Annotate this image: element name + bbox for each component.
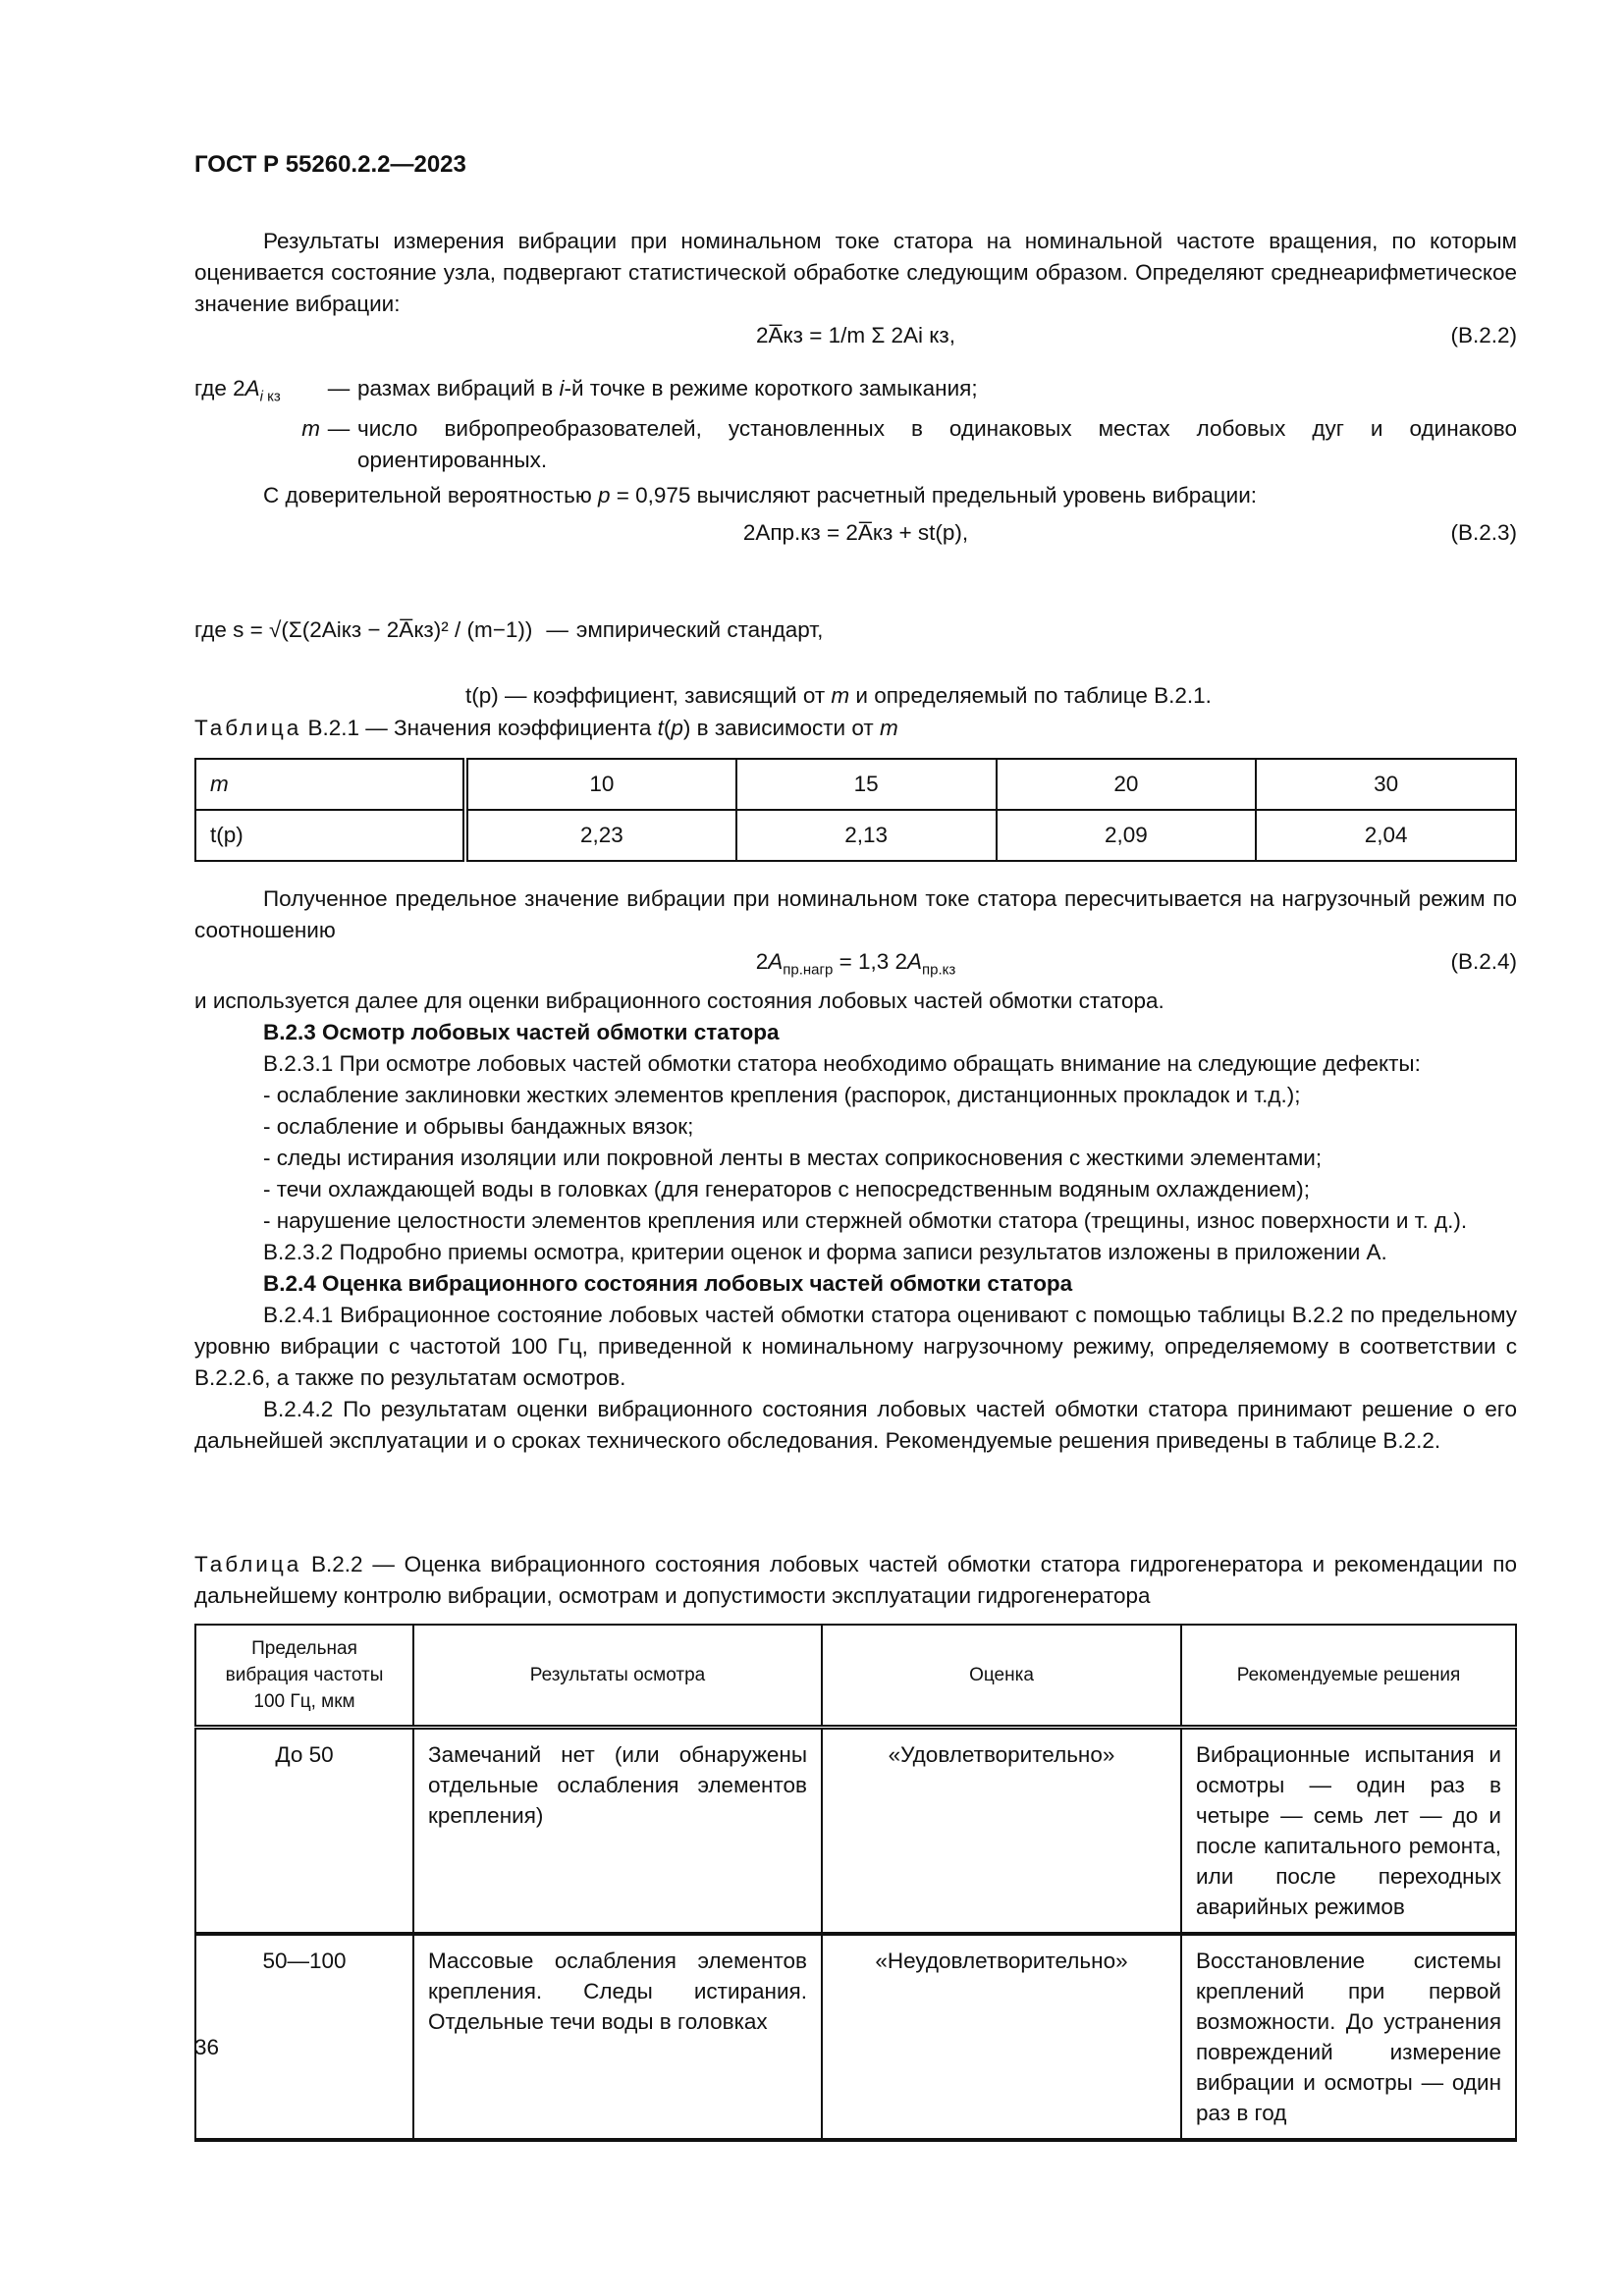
paragraph: Результаты измерения вибрации при номинальном токе статора на номинальной частоте вращения, по которым оценивается состояние узла, подвергают статистической обработке следующим образом. Определяют среднеарифметическое значение вибрации: — [194, 229, 1517, 316]
paragraph: и используется далее для оценки вибрационного состояния лобовых частей обмотки статора. — [194, 988, 1164, 1013]
table-row: До 50 Замечаний нет (или обнаружены отдельные ослабления элементов крепления) «Удовлетворительно» Вибрационные испытания и осмотры — один раз в четыре — семь лет — до и после капитального ремонта, или после переходных аварийных режимов — [195, 1728, 1516, 1935]
definition-term: t(p) — [465, 682, 499, 708]
paragraph: В.2.3.2 Подробно приемы осмотра, критерии оценок и форма записи результатов изложены в приложении А. — [263, 1240, 1387, 1264]
paragraph: В.2.4.1 Вибрационное состояние лобовых частей обмотки статора оценивают с помощью таблицы В.2.2 по предельному уровню вибрации с частотой 100 Гц, приведенной к номинальному нагрузочному режиму, определяемому в соответствии с В.2.2.6, а также по результатам осмотров. — [194, 1303, 1517, 1390]
table-caption: Таблица В.2.1 — Значения коэффициента t(p) в зависимости от m — [194, 716, 898, 740]
section-b23-b24 — [194, 883, 1517, 1457]
list-item: - течи охлаждающей воды в головках (для генераторов с непосредственным водяным охлаждением); — [263, 1177, 1310, 1201]
formula-number: (В.2.3) — [1450, 519, 1517, 545]
formula-s-term: где s = √(Σ(2Aiкз − 2A̅кз)² / (m−1)) — [194, 616, 533, 642]
section-statistics — [194, 226, 1517, 712]
definition-text: эмпирический стандарт, — [575, 616, 824, 642]
table-header-row: Предельная вибрация частоты 100 Гц, мкм Результаты осмотра Оценка Рекомендуемые решения — [195, 1625, 1516, 1728]
table-b21 — [194, 758, 1517, 862]
formula-text: 2A̅кз = 1/m Σ 2Ai кз, — [756, 323, 955, 347]
definition: m — число вибропреобразователей, установленных в одинаковых местах лобовых дуг и одинаково ориентированных. — [301, 415, 1517, 472]
list-item: - нарушение целостности элементов крепления или стержней обмотки статора (трещины, износ поверхности и т. д.). — [263, 1208, 1468, 1233]
formula-b24 — [194, 946, 1517, 986]
section-heading: В.2.3 Осмотр лобовых частей обмотки статора — [263, 1020, 780, 1044]
formula-text: 2Aпр.кз = 2A̅кз + st(p), — [742, 519, 969, 545]
list-item: - ослабление заклиновки жестких элементов крепления (распорок, дистанционных прокладок и т.д.); — [263, 1083, 1301, 1107]
paragraph: С доверительной вероятностью p = 0,975 вычисляют расчетный предельный уровень вибрации: — [263, 482, 1258, 507]
formula-text: $2A_{пр.нагр} = 1,3$ $2A_{пр.кз}$ — [755, 949, 956, 979]
table-b21-section — [194, 713, 1517, 862]
table-caption: Таблица В.2.2 — Оценка вибрационного состояния лобовых частей обмотки статора гидрогенератора и рекомендации по дальнейшему контролю вибрации, осмотрам и допустимости эксплуатации гидрогенератора — [194, 1552, 1517, 1608]
paragraph: В.2.3.1 При осмотре лобовых частей обмотки статора необходимо обращать внимание на следующие дефекты: — [263, 1051, 1421, 1076]
formula-b22 — [194, 320, 1517, 359]
formula-b23 — [194, 517, 1517, 557]
table-row: m 10 15 20 30 — [195, 759, 1516, 810]
formula-number: (В.2.4) — [1450, 949, 1517, 974]
section-heading: В.2.4 Оценка вибрационного состояния лобовых частей обмотки статора — [263, 1271, 1073, 1296]
page-number: 36 — [194, 2035, 220, 2059]
document-header: ГОСТ Р 55260.2.2—2023 — [194, 151, 466, 178]
definition: где $2A_{i кз}$ — размах вибраций в i-й точке в режиме короткого замыкания; — [194, 376, 978, 405]
list-item: - ослабление и обрывы бандажных вязок; — [263, 1114, 694, 1139]
table-row: 50—100 Массовые ослабления элементов крепления. Следы истирания. Отдельные течи воды в головках «Неудовлетворительно» Восстановление системы креплений при первой возможности. До устранения повреждений измерение вибрации и осмотры — один раз в год — [195, 1934, 1516, 2140]
formula-s: где s = √(Σ(2Aiкз − 2A̅кз)² / (m−1)) — эмпирический стандарт, — [194, 586, 1517, 674]
list-item: - следы истирания изоляции или покровной ленты в местах соприкосновения с жесткими элементами; — [263, 1146, 1323, 1170]
table-row: t(p) 2,23 2,13 2,09 2,04 — [195, 810, 1516, 861]
table-b22 — [194, 1624, 1517, 2142]
formula-number: (В.2.2) — [1450, 323, 1517, 347]
paragraph: В.2.4.2 По результатам оценки вибрационного состояния лобовых частей обмотки статора принимают решение о его дальнейшей эксплуатации и о сроках технического обследования. Рекомендуемые решения приведены в таблице В.2.2. — [194, 1397, 1517, 1453]
paragraph: Полученное предельное значение вибрации при номинальном токе статора пересчитывается на нагрузочный режим по соотношению — [194, 886, 1517, 942]
definition: t(p) — коэффициент, зависящий от m и определяемый по таблице В.2.1. — [465, 682, 1212, 708]
